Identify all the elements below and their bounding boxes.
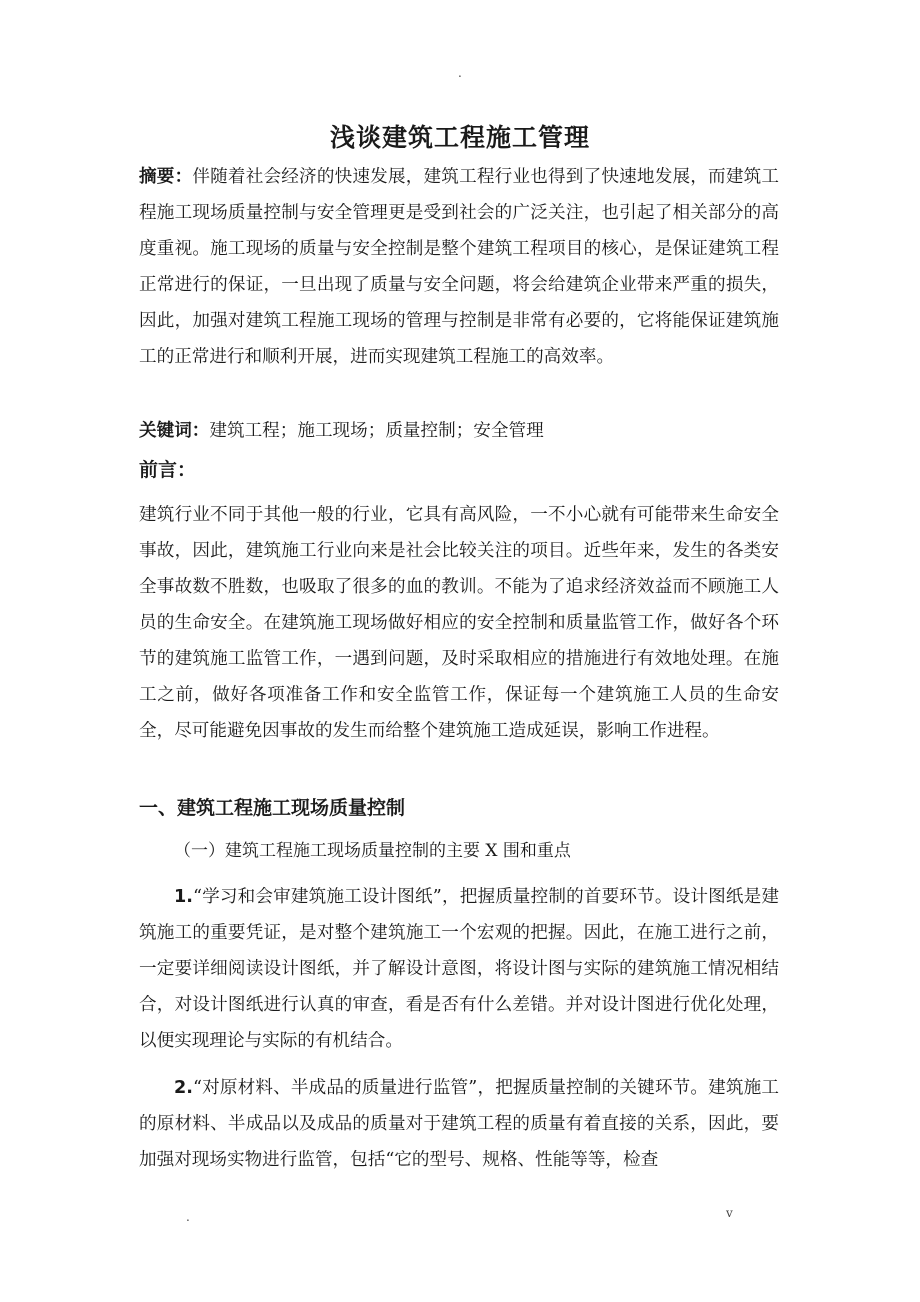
footer-right-mark: v — [726, 1206, 733, 1220]
section-heading: 一、建筑工程施工现场质量控制 — [139, 797, 406, 819]
abstract-label: 摘要： — [139, 167, 193, 187]
item-number: 2. — [174, 1078, 193, 1098]
abstract-text: 伴随着社会经济的快速发展，建筑工程行业也得到了快速地发展，而建筑工程施工现场质量控制与安全管理更是受到社会的广泛关注，也引起了相关部分的高度重视。施工现场的质量与安全控制是整个建筑工程项目的核心，是保证建筑工程正常进行的保证，一旦出现了质量与安全问题，将会给建筑企业带来严重的损失，因此，加强对建筑工程施工现场的管理与控制是非常有必要的，它将能保证建筑施工的正常进行和顺利开展，进而实现建筑工程施工的高效率。 — [139, 167, 779, 367]
item-text: “对原材料、半成品的质量进行监管”，把握质量控制的关键环节。建筑施工的原材料、半成品以及成品的质量对于建筑工程的质量有着直接的关系，因此，要加强对现场实物进行监管，包括“它的型号、规格、性能等等，检查 — [139, 1078, 779, 1170]
header-mark: . — [458, 66, 462, 80]
item-text: “学习和会审建筑施工设计图纸”，把握质量控制的首要环节。设计图纸是建筑施工的重要凭证，是对整个建筑施工一个宏观的把握。因此，在施工进行之前，一定要详细阅读设计图纸，并了解设计意图，将设计图与实际的建筑施工情况相结合，对设计图纸进行认真的审查，看是否有什么差错。并对设计图进行优化处理，以便实现理论与实际的有机结合。 — [139, 887, 779, 1051]
abstract-paragraph — [139, 159, 779, 375]
list-item — [139, 879, 779, 1059]
list-item — [139, 1070, 779, 1178]
preface-heading: 前言： — [139, 459, 197, 481]
document-title: 浅谈建筑工程施工管理 — [329, 123, 590, 152]
keywords-label: 关键词： — [139, 421, 210, 441]
keywords-text: 建筑工程；施工现场；质量控制；安全管理 — [209, 421, 544, 441]
preface-paragraph: 建筑行业不同于其他一般的行业，它具有高风险，一不小心就有可能带来生命安全事故，因此，建筑施工行业向来是社会比较关注的项目。近些年来，发生的各类安全事故数不胜数，也吸取了很多的血的教训。不能为了追求经济效益而不顾施工人员的生命安全。在建筑施工现场做好相应的安全控制和质量监管工作，做好各个环节的建筑施工监管工作，一遇到问题，及时采取相应的措施进行有效地处理。在施工之前，做好各项准备工作和安全监管工作，保证每一个建筑施工人员的生命安全，尽可能避免因事故的发生而给整个建筑施工造成延误，影响工作进程。 — [139, 505, 779, 741]
item-number: 1. — [174, 887, 193, 907]
subsection-heading: （一）建筑工程施工现场质量控制的主要 X 围和重点 — [174, 841, 571, 861]
keywords-paragraph — [139, 413, 779, 449]
footer-left-mark: . — [186, 1210, 190, 1224]
